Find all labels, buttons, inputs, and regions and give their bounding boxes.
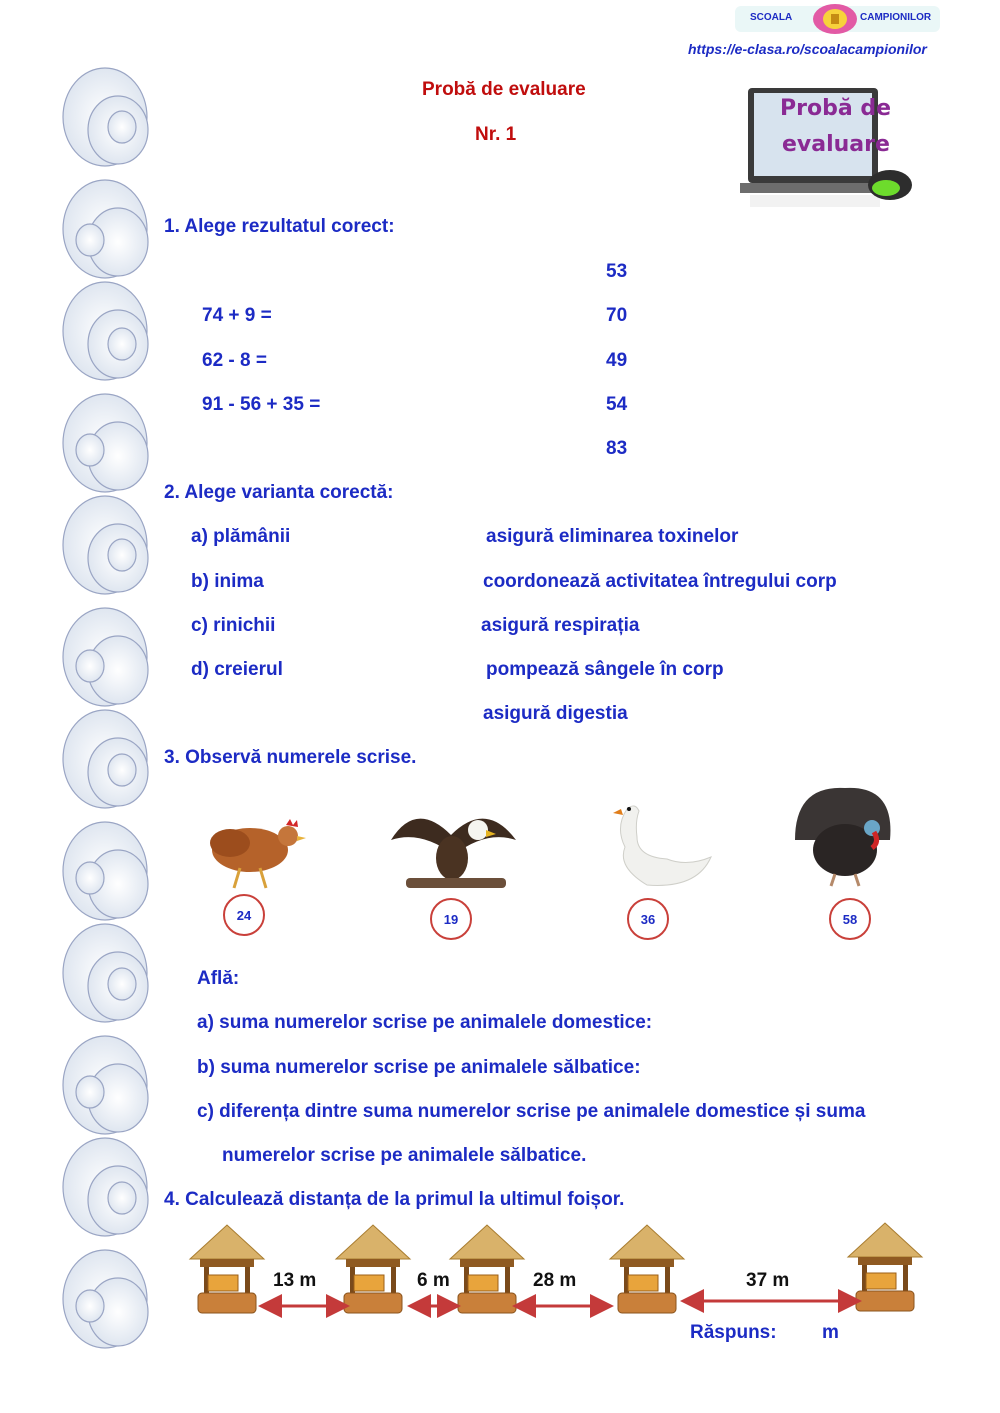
gazebo-icon-1 [190,1225,264,1313]
number-turkey: 58 [842,911,858,927]
q1-expression-3: 91 - 56 + 35 = [202,394,321,415]
gazebo-icon-4 [610,1225,684,1313]
distance-label-3: 28 m [533,1270,577,1291]
q3-task-a: a) suma numerelor scrise pe animalele domestice: [197,1012,653,1033]
q1-option-1[interactable]: 53 [606,261,628,282]
q3-task-b: b) suma numerelor scrise pe animalele sălbatice: [197,1057,641,1078]
q3-find-label: Află: [197,968,240,989]
q2-function-1[interactable]: asigură eliminarea toxinelor [486,526,739,547]
distance-label-4: 37 m [746,1270,790,1291]
distance-label-2: 6 m [417,1270,450,1291]
answer-input[interactable] [786,1322,816,1344]
number-eagle: 19 [443,911,459,927]
q1-option-4[interactable]: 54 [606,394,628,415]
q1-expression-1: 74 + 9 = [202,305,272,326]
q1-option-3[interactable]: 49 [606,350,628,371]
q1-option-5[interactable]: 83 [606,438,628,459]
page-title: Probă de evaluare [422,79,586,100]
q2-function-2[interactable]: coordonează activitatea întregului corp [483,571,837,592]
answer-label: Răspuns: [690,1322,777,1343]
q3-heading: 3. Observă numerele scrise. [164,747,417,768]
q2-heading: 2. Alege varianta corectă: [164,482,394,503]
number-hen: 24 [236,907,252,923]
distance-label-1: 13 m [273,1270,317,1291]
q4-heading: 4. Calculează distanța de la primul la ultimul foișor. [164,1189,625,1210]
q3-task-c-continued: numerelor scrise pe animalele sălbatice. [222,1145,587,1166]
logo-right-text: CAMPIONILOR [860,12,932,23]
q2-function-3[interactable]: asigură respirația [481,615,640,636]
q3-task-c: c) diferența dintre suma numerelor scrise pe animalele domestice și suma [197,1101,866,1122]
answer-unit: m [822,1322,839,1343]
q2-function-4[interactable]: pompează sângele în corp [486,659,724,680]
gazebo-icon-2 [336,1225,410,1313]
number-swan: 36 [640,911,656,927]
q1-option-2[interactable]: 70 [606,305,628,326]
gazebo-icon-5 [848,1223,922,1311]
q1-expression-2: 62 - 8 = [202,350,267,371]
q2-organ-c[interactable]: c) rinichii [191,615,276,636]
q2-organ-d[interactable]: d) creierul [191,659,283,680]
header-url[interactable]: https://e-clasa.ro/scoalacampionilor [688,41,927,57]
q1-heading: 1. Alege rezultatul corect: [164,216,395,237]
q2-function-5[interactable]: asigură digestia [483,703,628,724]
logo-left-text: SCOALA [750,12,793,23]
badge-line-2: evaluare [782,132,890,157]
q2-organ-b[interactable]: b) inima [191,571,264,592]
page-subtitle: Nr. 1 [475,124,517,145]
q2-organ-a[interactable]: a) plămânii [191,526,291,547]
badge-line-1: Probă de [780,96,892,121]
gazebo-icon-3 [450,1225,524,1313]
